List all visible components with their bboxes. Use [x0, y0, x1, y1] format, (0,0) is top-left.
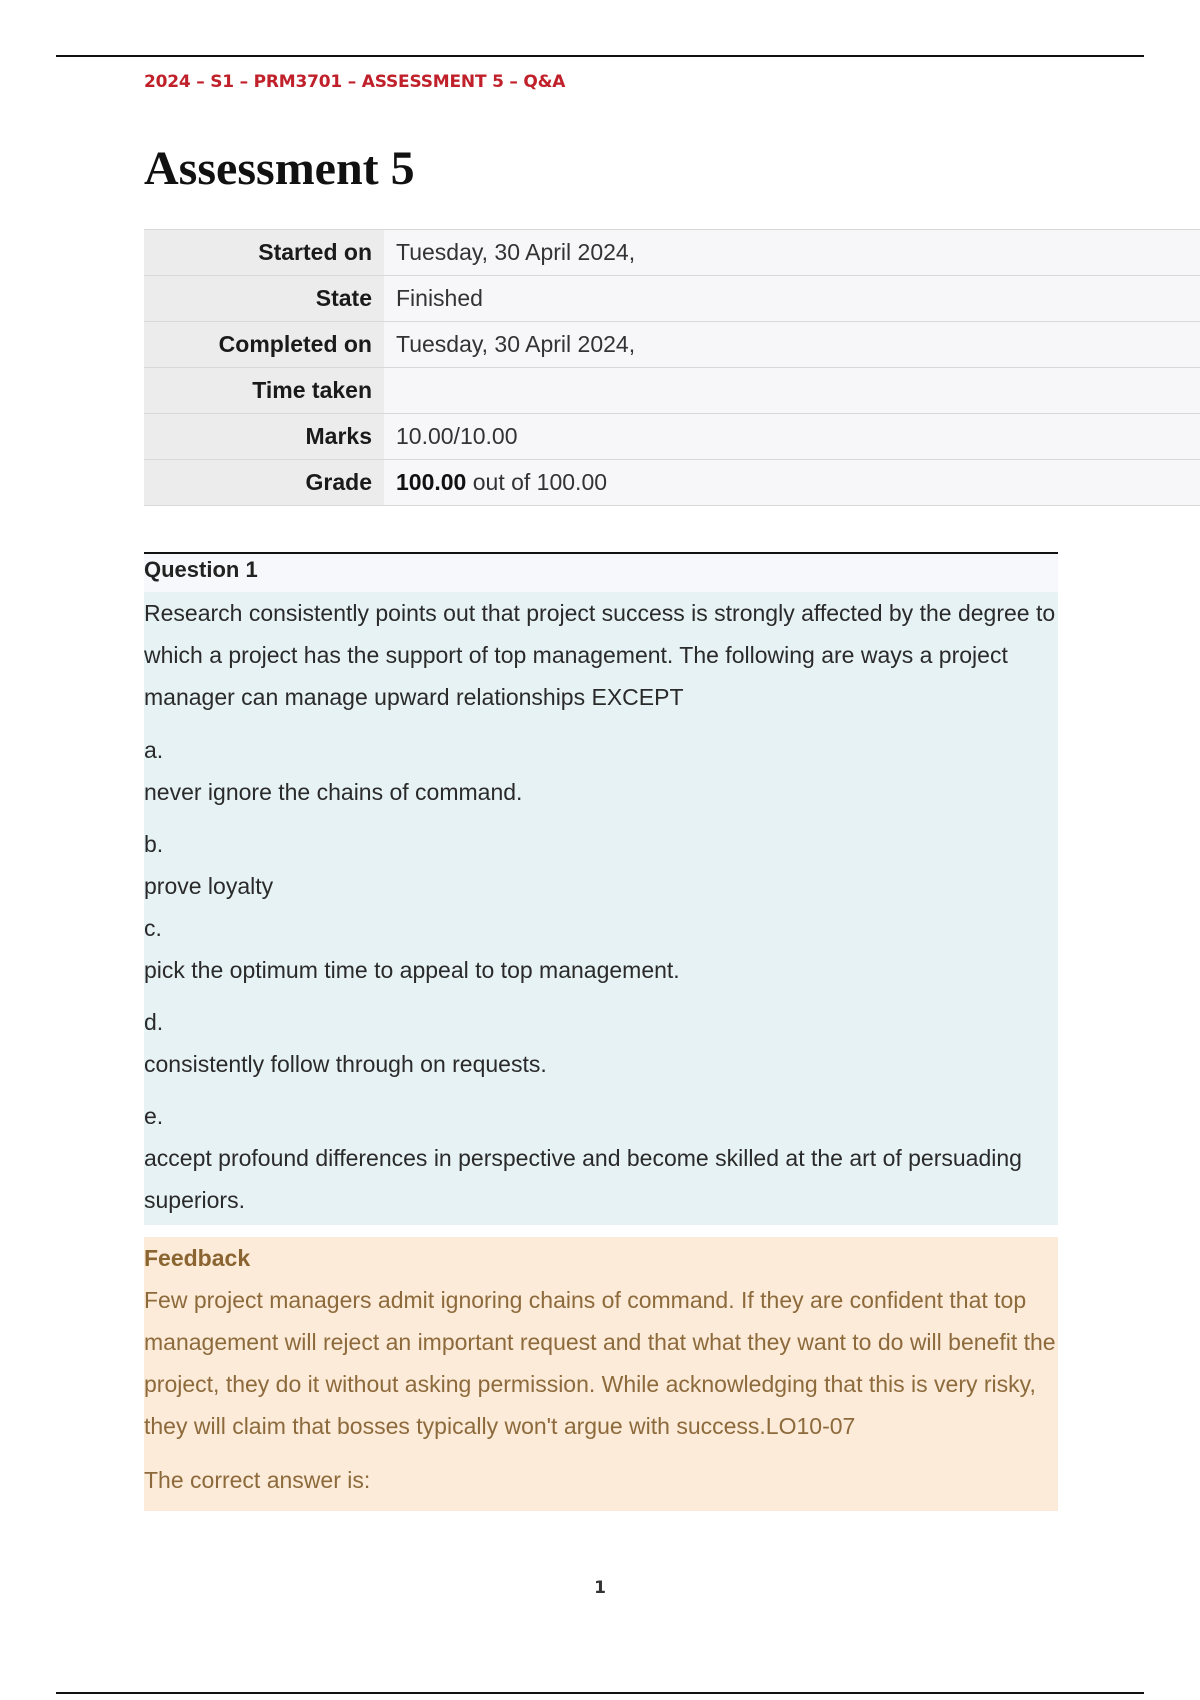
option-a-letter: a. [144, 737, 164, 763]
option-e-text: accept profound differences in perspective and become skilled at the art of persuading superiors. [144, 1145, 1022, 1213]
option-d-text: consistently follow through on requests. [144, 1051, 547, 1077]
page-title: Assessment 5 [144, 142, 415, 195]
started-on-label: Started on [144, 230, 384, 276]
grade-out-of: out of 100.00 [466, 469, 608, 495]
question-text: Research consistently points out that project success is strongly affected by the degree to which a project has the support of top management. The following are ways a project manager can manage upward relationships EXCEPT [144, 600, 1056, 710]
marks-value: 10.00/10.00 [384, 414, 1200, 460]
feedback-text: Few project managers admit ignoring chains of command. If they are confident that top management will reject an important request and that what they want to do will benefit the project, they do it without asking permission. While acknowledging that this is very risky, they will claim that bosses typically won't argue with success.LO10-07 [144, 1287, 1056, 1439]
state-value: Finished [384, 276, 1200, 322]
question-title: Question 1 [144, 552, 1058, 592]
question-body [144, 592, 1058, 1225]
summary-row-time-taken [144, 368, 1200, 414]
feedback-box [144, 1237, 1058, 1511]
correct-answer-label: The correct answer is: [144, 1467, 371, 1493]
grade-value [384, 460, 1200, 506]
summary-row-completed-on [144, 322, 1200, 368]
started-on-value: Tuesday, 30 April 2024, [384, 230, 1200, 276]
feedback-title: Feedback [144, 1245, 251, 1271]
time-taken-value [384, 368, 1200, 414]
summary-row-marks [144, 414, 1200, 460]
completed-on-label: Completed on [144, 322, 384, 368]
option-d-letter: d. [144, 1009, 164, 1035]
summary-row-started-on [144, 230, 1200, 276]
option-b-text: prove loyalty [144, 873, 274, 899]
time-taken-label: Time taken [144, 368, 384, 414]
option-c-text: pick the optimum time to appeal to top management. [144, 957, 680, 983]
bottom-rule [56, 1692, 1144, 1694]
marks-label: Marks [144, 414, 384, 460]
attempt-summary-table [144, 229, 1200, 506]
question-block [144, 552, 1058, 1511]
document-header: 2024 – S1 – PRM3701 – ASSESSMENT 5 – Q&A [144, 72, 566, 92]
option-a-text: never ignore the chains of command. [144, 779, 523, 805]
page-number: 1 [594, 1578, 606, 1598]
completed-on-value: Tuesday, 30 April 2024, [384, 322, 1200, 368]
state-label: State [144, 276, 384, 322]
option-c-letter: c. [144, 915, 162, 941]
summary-row-state [144, 276, 1200, 322]
summary-row-grade [144, 460, 1200, 506]
top-rule [56, 55, 1144, 57]
grade-score: 100.00 [396, 469, 467, 495]
grade-label: Grade [144, 460, 384, 506]
option-e-letter: e. [144, 1103, 164, 1129]
option-b-letter: b. [144, 831, 164, 857]
